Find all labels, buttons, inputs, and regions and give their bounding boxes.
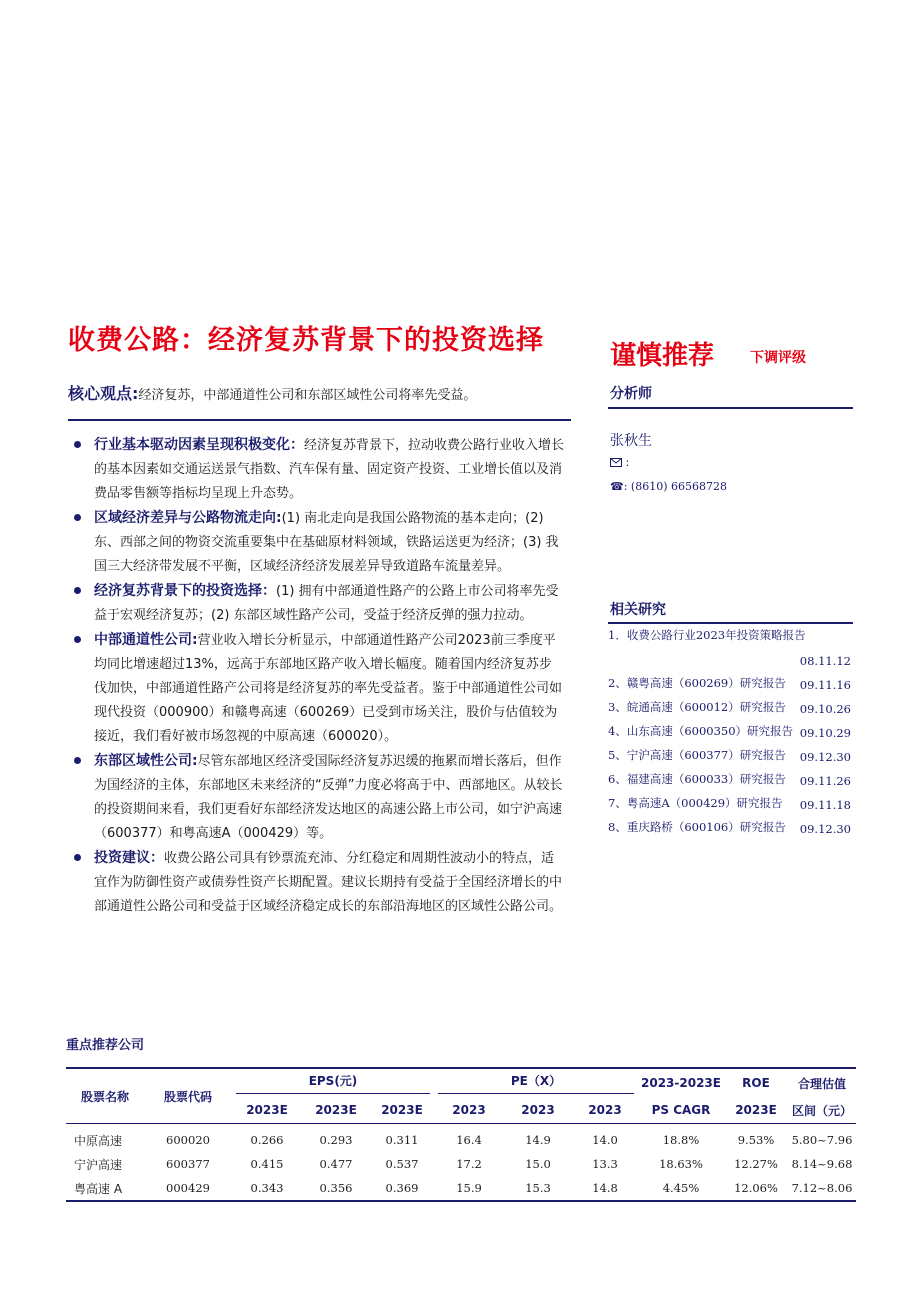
key-point-text: 营业收入增长分析显示，中部通道性路产公司2023前三季度平均同比增速超过13%，远高于东部地区路产收入增长幅度。随着国内经济复苏步伐加快，中部通道性路产公司将是经济复苏的率先受益者。鉴于中部通道性公司如现代投资（000900）和赣粤高速（600269）已受到市场关注，股价与估值较为接近，我们看好被市场忽视的中原高速（600020）。 — [94, 633, 563, 744]
cell-eps: 0.293 — [319, 1133, 353, 1147]
key-point — [74, 579, 564, 628]
related-item-date: 09.11.26 — [799, 774, 851, 788]
phone-icon: ☎ — [610, 480, 624, 493]
cell-name: 粤高速 A — [66, 1176, 144, 1201]
related-research-header: 相关研究 — [610, 602, 666, 618]
cell-name: 宁沪高速 — [74, 1157, 123, 1172]
cell-roe: 12.27% — [734, 1157, 778, 1171]
key-point-lead: 投资建议： — [94, 850, 164, 866]
related-item-title[interactable]: 5、宁沪高速（600377）研究报告 — [608, 748, 786, 762]
col-header-eps: EPS(元) — [236, 1072, 430, 1094]
related-item[interactable] — [608, 794, 853, 818]
core-view-label: 核心观点: — [68, 384, 139, 403]
report-title: 收费公路：经济复苏背景下的投资选择 — [68, 325, 544, 356]
cell-eps: 0.415 — [250, 1157, 284, 1171]
key-point — [74, 506, 564, 579]
bullet-dot-icon — [74, 854, 81, 861]
recommended-stocks-table — [66, 1067, 856, 1202]
cell-name: 中原高速 — [74, 1133, 123, 1148]
key-points-list — [74, 433, 564, 919]
col-header-code: 股票代码 — [144, 1068, 232, 1124]
table-row — [66, 1124, 856, 1153]
related-item-title[interactable]: 3、皖通高速（600012）研究报告 — [608, 700, 786, 714]
cell-pe: 13.3 — [592, 1157, 618, 1171]
col-header-pe-year: 2023 — [572, 1097, 638, 1124]
related-item-date: 08.11.12 — [799, 654, 851, 668]
analyst-header: 分析师 — [610, 386, 652, 402]
related-item[interactable] — [608, 698, 853, 722]
cell-pe: 15.9 — [434, 1176, 504, 1201]
cell-code: 600020 — [166, 1133, 210, 1147]
related-item-title[interactable]: 1．收费公路行业2023年投资策略报告 — [608, 628, 806, 642]
col-header-val-top: 合理估值 — [788, 1068, 856, 1097]
key-point-text: (1) 拥有中部通道性路产的公路上市公司将率先受益于宏观经济复苏；(2) 东部区域性路产公司，受益于经济反弹的强力拉动。 — [94, 584, 559, 623]
cell-eps: 0.343 — [232, 1176, 302, 1201]
cell-pe: 15.3 — [504, 1176, 572, 1201]
cell-eps: 0.537 — [385, 1157, 419, 1171]
col-header-val-bottom: 区间（元） — [788, 1097, 856, 1124]
cell-eps: 0.266 — [250, 1133, 284, 1147]
rating-change: 下调评级 — [750, 350, 806, 366]
key-point-text: 收费公路公司具有钞票流充沛、分红稳定和周期性波动小的特点，适宜作为防御性资产或债券性资产长期配置。建议长期持有受益于全国经济增长的中部通道性公路公司和受益于区域经济稳定成长的东部沿海地区的区域性公路公司。 — [94, 851, 563, 914]
cell-pe: 17.2 — [456, 1157, 482, 1171]
key-point-lead: 行业基本驱动因素呈现积极变化： — [94, 437, 304, 453]
cell-roe: 9.53% — [737, 1133, 775, 1147]
table-row — [66, 1152, 856, 1176]
rating: 谨慎推荐 — [610, 341, 715, 371]
divider — [608, 407, 853, 409]
cell-code: 600377 — [166, 1157, 210, 1171]
key-point-lead: 东部区域性公司: — [94, 753, 198, 769]
key-point-lead: 经济复苏背景下的投资选择： — [94, 583, 276, 599]
analyst-name: 张秋生 — [610, 433, 652, 449]
key-point — [74, 846, 564, 919]
related-item[interactable] — [608, 818, 853, 842]
col-header-name: 股票名称 — [66, 1068, 144, 1124]
related-item-title[interactable]: 7、粤高速A（000429）研究报告 — [608, 796, 783, 810]
analyst-email-text: : — [625, 456, 630, 469]
cell-pe: 15.0 — [525, 1157, 551, 1171]
related-item[interactable] — [608, 770, 853, 794]
col-header-roe-top: ROE — [724, 1068, 788, 1097]
core-view-text: 经济复苏，中部通道性公司和东部区域性公司将率先受益。 — [138, 388, 477, 403]
related-item-date: 09.11.18 — [799, 798, 851, 812]
cell-pe: 14.9 — [525, 1133, 551, 1147]
bullet-dot-icon — [74, 514, 81, 521]
bullet-dot-icon — [74, 636, 81, 643]
col-header-eps-year: 2023E — [232, 1097, 302, 1124]
related-research-list — [608, 626, 853, 842]
related-item-title[interactable]: 4、山东高速（6000350）研究报告 — [608, 724, 794, 738]
related-item-title[interactable]: 8、重庆路桥（600106）研究报告 — [608, 820, 786, 834]
bullet-dot-icon — [74, 441, 81, 448]
related-item-date: 09.10.26 — [799, 702, 851, 716]
cell-valuation: 7.12~8.06 — [788, 1176, 856, 1201]
bullet-dot-icon — [74, 587, 81, 594]
cell-cagr: 4.45% — [638, 1176, 724, 1201]
col-header-cagr-bottom: PS CAGR — [638, 1097, 724, 1124]
core-view — [68, 381, 476, 404]
analyst-email — [610, 456, 629, 469]
cell-cagr: 18.8% — [662, 1133, 700, 1147]
table-title: 重点推荐公司 — [66, 1038, 145, 1053]
col-header-eps-year: 2023E — [370, 1097, 434, 1124]
related-item[interactable] — [608, 722, 853, 746]
col-header-eps-year: 2023E — [302, 1097, 370, 1124]
related-item[interactable] — [608, 746, 853, 770]
analyst-phone — [610, 480, 727, 493]
key-point-text: 尽管东部地区经济受国际经济复苏迟缓的拖累而增长落后，但作为国经济的主体，东部地区未来经济的“反弹”力度必将高于中、西部地区。从较长的投资期间来看，我们更看好东部经济发达地区的高速公路上市公司，如宁沪高速（600377）和粤高速A（000429）等。 — [94, 754, 563, 841]
related-item[interactable] — [608, 674, 853, 698]
col-header-pe-year: 2023 — [434, 1097, 504, 1124]
col-header-eps-group — [232, 1068, 434, 1097]
cell-eps: 0.356 — [302, 1176, 370, 1201]
col-header-pe-group — [434, 1068, 638, 1097]
key-point — [74, 749, 564, 846]
key-point-text: 经济复苏背景下，拉动收费公路行业收入增长的基本因素如交通运送景气指数、汽车保有量、固定资产投资、工业增长值以及消费品零售额等指标均呈现上升态势。 — [94, 438, 565, 501]
cell-roe: 12.06% — [724, 1176, 788, 1201]
cell-pe: 14.0 — [592, 1133, 618, 1147]
related-item[interactable] — [608, 626, 853, 674]
cell-eps: 0.477 — [319, 1157, 353, 1171]
cell-code: 000429 — [144, 1176, 232, 1201]
table-row — [66, 1176, 856, 1201]
key-point — [74, 628, 564, 749]
related-item-date: 09.10.29 — [799, 726, 851, 740]
key-point-text: (1) 南北走向是我国公路物流的基本走向；(2) 东、西部之间的物资交流重要集中在基础原材料领域，铁路运送更为经济；(3) 我国三大经济带发展不平衡，区域经济经济发展差异导致道路车流量差异。 — [94, 511, 559, 574]
cell-pe: 14.8 — [572, 1176, 638, 1201]
related-item-date: 09.11.16 — [799, 678, 851, 692]
cell-pe: 16.4 — [456, 1133, 482, 1147]
col-header-roe-bottom: 2023E — [724, 1097, 788, 1124]
cell-eps: 0.311 — [385, 1133, 419, 1147]
divider — [68, 419, 571, 421]
related-item-title[interactable]: 6、福建高速（600033）研究报告 — [608, 772, 786, 786]
related-item-date: 09.12.30 — [799, 822, 851, 836]
envelope-icon — [610, 458, 622, 467]
cell-valuation: 5.80~7.96 — [791, 1133, 853, 1147]
cell-eps: 0.369 — [370, 1176, 434, 1201]
col-header-pe-year: 2023 — [504, 1097, 572, 1124]
bullet-dot-icon — [74, 757, 81, 764]
col-header-pe: PE（X） — [438, 1072, 634, 1094]
analyst-phone-text: : (8610) 66568728 — [623, 480, 727, 493]
key-point — [74, 433, 564, 506]
key-point-lead: 区域经济差异与公路物流走向: — [94, 510, 282, 526]
cell-cagr: 18.63% — [659, 1157, 703, 1171]
cell-valuation: 8.14~9.68 — [791, 1157, 853, 1171]
key-point-lead: 中部通道性公司: — [94, 632, 198, 648]
related-item-date: 09.12.30 — [799, 750, 851, 764]
related-item-title[interactable]: 2、赣粤高速（600269）研究报告 — [608, 676, 786, 690]
divider — [608, 622, 853, 624]
col-header-cagr-top: 2023-2023E — [638, 1068, 724, 1097]
